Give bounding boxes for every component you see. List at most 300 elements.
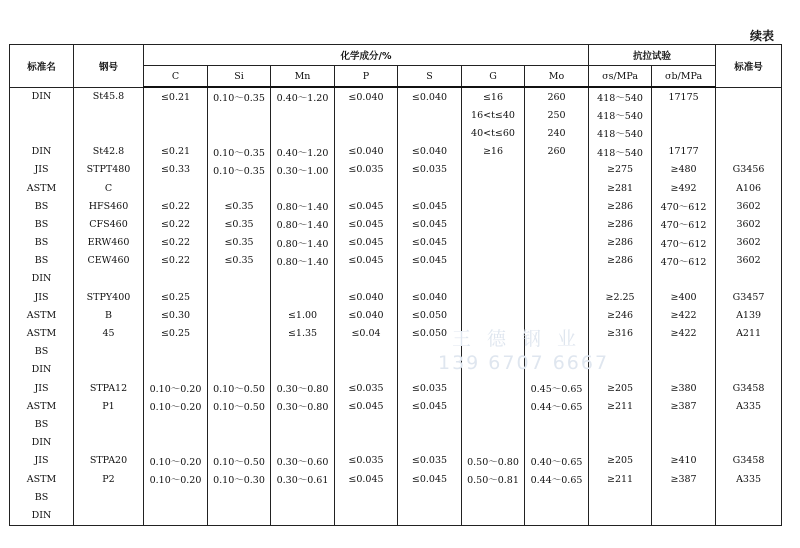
table-cell [462,397,525,415]
table-cell: 0.10～0.20 [144,379,208,397]
table-cell [589,361,652,379]
table-row [10,488,782,506]
header-tensile-test: 抗拉试验 [589,45,716,66]
table-cell: ≥211 [589,470,652,488]
table-cell: ≤0.045 [335,252,398,270]
table-cell [208,434,271,452]
table-cell: ≥286 [589,197,652,215]
table-cell [335,124,398,142]
table-cell: JIS [10,288,74,306]
table-cell: 3602 [716,234,782,252]
table-cell: 240 [525,124,589,142]
table-cell: ≤0.040 [335,143,398,161]
table-cell [144,270,208,288]
table-cell [335,434,398,452]
table-cell: 45 [74,324,144,342]
table-cell [398,506,462,525]
table-cell [144,506,208,525]
table-cell: ≤0.045 [335,215,398,233]
header-element-g: G [462,66,525,88]
table-cell [462,415,525,433]
table-row [10,470,782,488]
table-row [10,415,782,433]
table-cell [335,361,398,379]
table-cell: ≤0.035 [398,161,462,179]
table-cell [525,306,589,324]
table-cell: 0.40～0.65 [525,452,589,470]
table-cell: ≤1.35 [271,324,335,342]
table-cell: St42.8 [74,143,144,161]
table-row [10,343,782,361]
table-cell [716,361,782,379]
table-cell: 0.30～0.61 [271,470,335,488]
table-cell: ≤0.040 [398,288,462,306]
table-cell: ERW460 [74,234,144,252]
watermark-company: 王德钢业 [452,328,593,350]
table-cell [716,87,782,106]
table-row [10,379,782,397]
table-cell [144,434,208,452]
table-cell: ≤0.045 [398,397,462,415]
table-cell: ≥410 [652,452,716,470]
table-cell [271,124,335,142]
table-cell: CFS460 [74,215,144,233]
table-cell [10,124,74,142]
table-cell: 470～612 [652,252,716,270]
table-cell [144,106,208,124]
table-cell: 16<t≤40 [462,106,525,124]
table-cell: DIN [10,270,74,288]
table-cell [462,252,525,270]
table-cell: A335 [716,397,782,415]
table-row [10,87,782,106]
table-cell [462,179,525,197]
table-cell: 470～612 [652,197,716,215]
table-cell: BS [10,488,74,506]
table-cell: JIS [10,379,74,397]
table-cell [589,343,652,361]
table-cell [144,179,208,197]
table-cell [335,415,398,433]
table-cell [271,288,335,306]
table-cell: ≥492 [652,179,716,197]
table-cell [716,488,782,506]
table-cell [525,234,589,252]
table-cell [398,361,462,379]
table-cell [208,343,271,361]
table-cell [271,270,335,288]
table-cell: ≥387 [652,397,716,415]
table-cell [589,270,652,288]
table-cell [74,343,144,361]
table-cell [271,488,335,506]
table-cell: BS [10,215,74,233]
table-cell: STPA20 [74,452,144,470]
table-cell: ≤0.04 [335,324,398,342]
table-cell: 17177 [652,143,716,161]
table-cell [74,124,144,142]
table-cell: ≤0.045 [335,397,398,415]
table-row [10,179,782,197]
table-cell [271,434,335,452]
table-cell [525,324,589,342]
table-cell [74,488,144,506]
table-cell: 0.10～0.20 [144,397,208,415]
table-cell: 0.10～0.20 [144,470,208,488]
table-row [10,270,782,288]
table-cell: BS [10,234,74,252]
table-cell [525,434,589,452]
table-cell: BS [10,415,74,433]
table-cell: 0.30～0.60 [271,452,335,470]
table-cell: 0.44～0.65 [525,470,589,488]
table-cell: ≥380 [652,379,716,397]
table-cell [74,106,144,124]
table-cell [716,415,782,433]
table-cell: ≤0.22 [144,252,208,270]
table-cell: ≤0.050 [398,324,462,342]
table-cell: JIS [10,161,74,179]
table-cell: ≤0.040 [398,143,462,161]
table-cell [271,106,335,124]
table-cell: 0.30～0.80 [271,397,335,415]
table-cell: STPY400 [74,288,144,306]
table-cell [398,434,462,452]
table-cell [525,343,589,361]
table-cell [525,361,589,379]
table-cell [462,161,525,179]
header-chemical-composition: 化学成分/% [144,45,589,66]
table-cell: ≤0.035 [398,379,462,397]
table-cell: C [74,179,144,197]
table-cell: P2 [74,470,144,488]
table-cell [589,434,652,452]
table-row [10,397,782,415]
table-cell: ≤16 [462,87,525,106]
table-cell: STPA12 [74,379,144,397]
table-cell [462,434,525,452]
table-cell [462,270,525,288]
table-cell [10,106,74,124]
table-cell: ≤0.21 [144,143,208,161]
table-cell: ASTM [10,179,74,197]
table-cell [652,415,716,433]
table-cell: ≤0.045 [398,197,462,215]
table-cell [335,488,398,506]
table-cell [398,488,462,506]
table-row [10,124,782,142]
table-cell [398,343,462,361]
table-cell: ≥275 [589,161,652,179]
table-cell: ≤0.040 [335,306,398,324]
table-cell [208,270,271,288]
table-cell: P1 [74,397,144,415]
table-cell: ≤0.35 [208,234,271,252]
table-cell: HFS460 [74,197,144,215]
table-cell: ≤0.21 [144,87,208,106]
steel-spec-table [9,44,782,526]
table-cell: ≤0.22 [144,234,208,252]
table-cell [462,324,525,342]
table-cell [652,506,716,525]
table-cell: 0.10～0.50 [208,397,271,415]
table-cell: G3458 [716,379,782,397]
table-cell: ≤0.035 [398,452,462,470]
table-cell [716,506,782,525]
table-cell [208,415,271,433]
table-cell [525,506,589,525]
table-cell [652,124,716,142]
table-row [10,434,782,452]
table-cell: 418～540 [589,124,652,142]
table-cell [335,270,398,288]
table-cell [335,506,398,525]
table-row [10,252,782,270]
table-cell [208,488,271,506]
table-cell: ≤0.22 [144,197,208,215]
table-cell [271,361,335,379]
table-cell: 3602 [716,197,782,215]
table-cell [525,288,589,306]
table-cell: ≤0.035 [335,452,398,470]
table-cell: B [74,306,144,324]
table-cell: ≥387 [652,470,716,488]
header-sigma-b: σb/MPa [652,66,716,88]
table-cell [525,270,589,288]
table-cell: G3458 [716,452,782,470]
table-cell [208,106,271,124]
table-cell [652,270,716,288]
table-row [10,324,782,342]
table-cell: ≥211 [589,397,652,415]
table-cell [589,488,652,506]
table-row [10,234,782,252]
table-cell: A139 [716,306,782,324]
table-cell [208,124,271,142]
table-cell: 470～612 [652,215,716,233]
table-cell: St45.8 [74,87,144,106]
table-cell: 0.30～1.00 [271,161,335,179]
table-cell: 0.40～1.20 [271,143,335,161]
table-cell [398,124,462,142]
table-cell: BS [10,343,74,361]
table-cell [716,106,782,124]
table-cell: ≤0.050 [398,306,462,324]
table-cell [462,343,525,361]
table-cell [525,179,589,197]
table-cell: ≤0.25 [144,324,208,342]
continued-label: 续表 [749,29,774,43]
table-cell: ASTM [10,306,74,324]
table-cell [462,234,525,252]
table-cell: ASTM [10,397,74,415]
table-cell: 0.44～0.65 [525,397,589,415]
table-cell [208,324,271,342]
table-cell: ≤0.045 [335,470,398,488]
table-cell: BS [10,252,74,270]
table-cell [462,379,525,397]
table-cell: 418～540 [589,143,652,161]
table-cell [74,415,144,433]
table-cell [652,488,716,506]
table-cell [271,179,335,197]
table-cell [462,215,525,233]
table-cell: A335 [716,470,782,488]
table-cell: 0.30～0.80 [271,379,335,397]
table-cell [74,506,144,525]
header-row-1 [10,45,782,66]
table-cell: ≤0.035 [335,379,398,397]
table-cell: CEW460 [74,252,144,270]
table-cell: DIN [10,87,74,106]
table-cell [652,106,716,124]
table-cell: STPT480 [74,161,144,179]
table-cell: A106 [716,179,782,197]
table-cell [525,252,589,270]
table-cell: 3602 [716,252,782,270]
table-cell [525,488,589,506]
table-cell: ≥2.25 [589,288,652,306]
header-element-si: Si [208,66,271,88]
table-cell: ≥286 [589,252,652,270]
table-cell: ≤0.045 [335,197,398,215]
header-standard-number: 标准号 [716,45,782,88]
header-steel-grade: 钢号 [74,45,144,88]
table-cell: DIN [10,434,74,452]
table-row [10,306,782,324]
table-cell: ≥246 [589,306,652,324]
table-cell: ≤0.035 [335,161,398,179]
table-cell [208,179,271,197]
table-cell [398,270,462,288]
table-cell: 0.50～0.81 [462,470,525,488]
table-cell [208,288,271,306]
table-cell [462,288,525,306]
table-cell: 0.10～0.35 [208,143,271,161]
table-cell: 0.10～0.35 [208,161,271,179]
header-element-mo: Mo [525,66,589,88]
header-standard-name: 标准名 [10,45,74,88]
table-cell [652,343,716,361]
table-cell: ≥281 [589,179,652,197]
table-cell: ≤0.045 [398,215,462,233]
table-cell: 0.40～1.20 [271,87,335,106]
table-cell: ASTM [10,470,74,488]
table-cell [144,415,208,433]
table-cell: ≤0.040 [398,87,462,106]
table-cell: 250 [525,106,589,124]
table-cell: BS [10,197,74,215]
table-cell [208,506,271,525]
table-row [10,361,782,379]
table-cell: ≤0.040 [335,87,398,106]
table-cell: 0.10～0.50 [208,452,271,470]
table-cell: ASTM [10,324,74,342]
table-row [10,452,782,470]
table-cell: 17175 [652,87,716,106]
table-cell: ≤0.35 [208,215,271,233]
table-row [10,288,782,306]
table-cell [335,179,398,197]
table-cell [525,197,589,215]
table-cell: G3456 [716,161,782,179]
table-cell [74,270,144,288]
table-row [10,215,782,233]
table-cell: 0.50～0.80 [462,452,525,470]
table-cell [398,415,462,433]
table-cell: 0.80～1.40 [271,234,335,252]
table-cell [589,506,652,525]
table-row [10,106,782,124]
table-cell: ≥205 [589,452,652,470]
table-cell [716,124,782,142]
table-cell [525,215,589,233]
table-cell: 0.10～0.30 [208,470,271,488]
table-row [10,143,782,161]
table-cell [74,434,144,452]
table-cell: ≥16 [462,143,525,161]
table-row [10,161,782,179]
table-cell: 0.80～1.40 [271,252,335,270]
table-cell: ≥400 [652,288,716,306]
table-cell [716,343,782,361]
table-cell: ≥205 [589,379,652,397]
table-cell [74,361,144,379]
header-element-s: S [398,66,462,88]
table-cell [208,306,271,324]
table-cell: 0.80～1.40 [271,215,335,233]
table-cell: ≥422 [652,306,716,324]
table-cell [716,434,782,452]
header-sigma-s: σs/MPa [589,66,652,88]
table-cell [144,124,208,142]
table-cell: ≤0.045 [335,234,398,252]
table-cell [652,434,716,452]
table-cell: 0.45～0.65 [525,379,589,397]
table-cell: ≤0.25 [144,288,208,306]
header-element-c: C [144,66,208,88]
table-cell [398,106,462,124]
table-cell [398,179,462,197]
table-cell [462,506,525,525]
table-cell: ≤0.045 [398,234,462,252]
table-cell: ≤0.22 [144,215,208,233]
table-cell [271,506,335,525]
table-cell [462,197,525,215]
table-cell: ≤0.33 [144,161,208,179]
table-cell [208,361,271,379]
table-cell [716,270,782,288]
table-row [10,506,782,525]
table-cell [716,143,782,161]
table-cell: ≥286 [589,234,652,252]
table-cell [525,415,589,433]
table-cell [335,106,398,124]
table-cell [652,361,716,379]
table-cell [144,361,208,379]
table-cell: ≤0.30 [144,306,208,324]
table-cell: DIN [10,361,74,379]
table-cell: 418～540 [589,87,652,106]
table-cell: DIN [10,143,74,161]
table-cell: JIS [10,452,74,470]
table-cell: ≤0.040 [335,288,398,306]
table-cell [525,161,589,179]
table-cell [589,415,652,433]
table-cell [335,343,398,361]
watermark-phone: 139 6707 6667 [438,352,610,374]
table-cell: ≤1.00 [271,306,335,324]
